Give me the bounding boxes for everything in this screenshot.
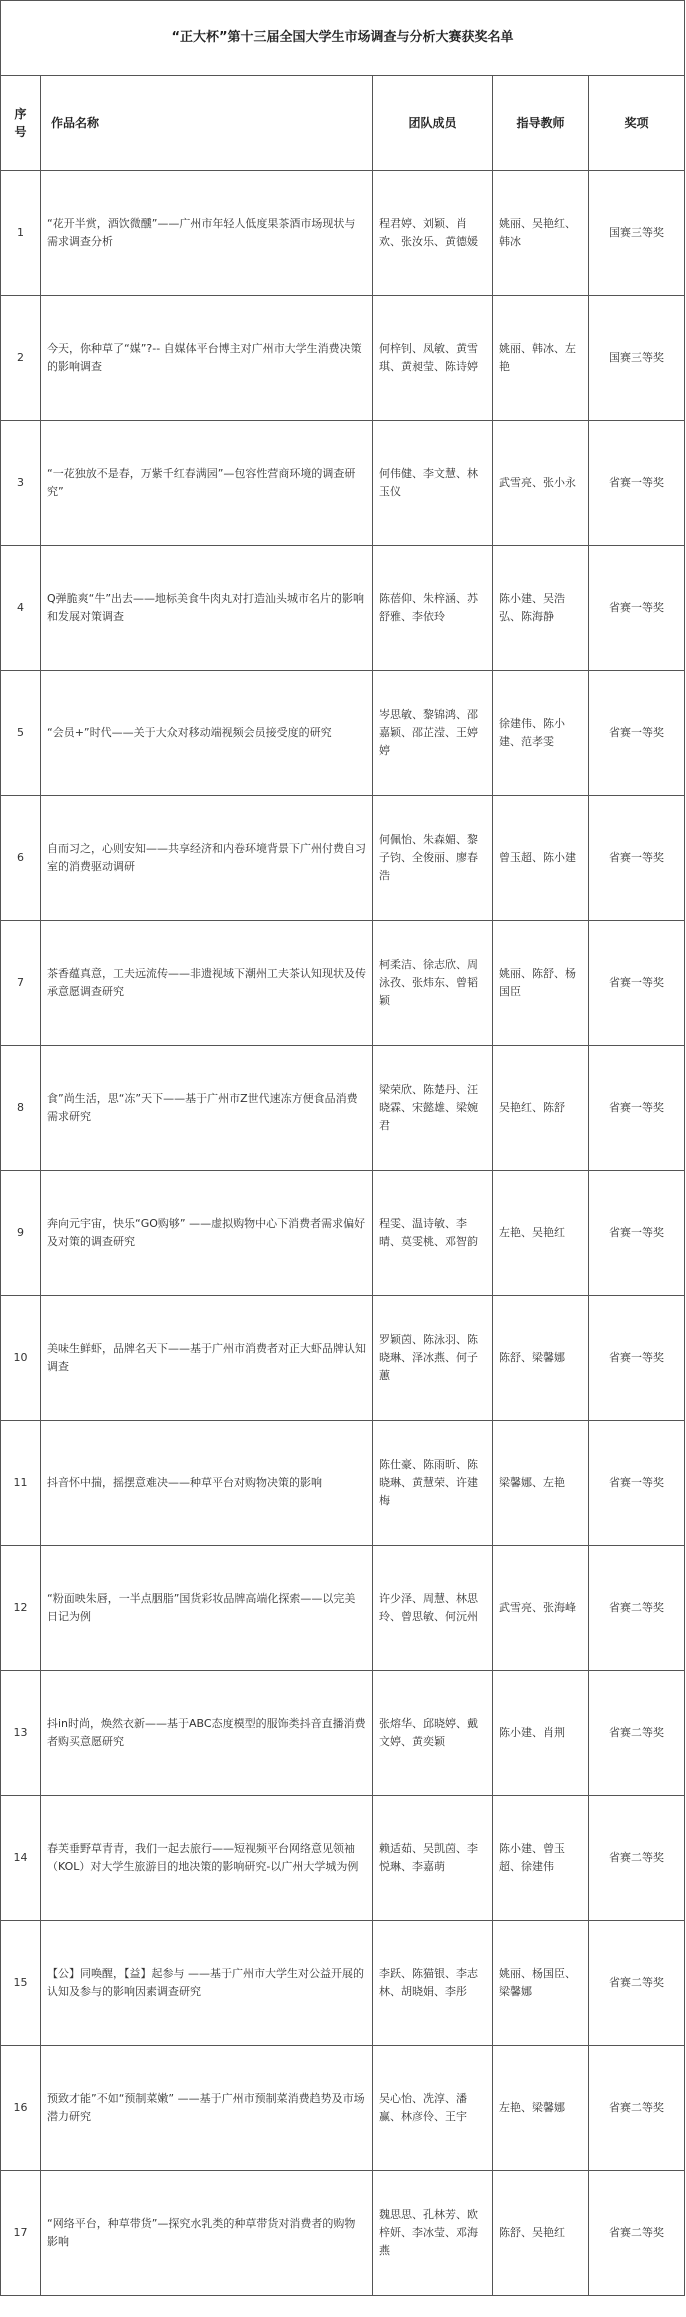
row-teacher: 吴艳红、陈舒 — [493, 1046, 589, 1171]
table-row — [1, 1296, 685, 1421]
row-teacher: 陈小建、吴浩弘、陈海静 — [493, 546, 589, 671]
row-award: 省赛二等奖 — [589, 1921, 685, 2046]
row-work-name: 食”尚生活，思“冻”天下——基于广州市Z世代速冻方便食品消费需求研究 — [41, 1046, 373, 1171]
row-award: 省赛一等奖 — [589, 1171, 685, 1296]
row-work-name: “一花独放不是春，万紫千红春满园”—包容性营商环境的调查研究” — [41, 421, 373, 546]
row-award: 省赛二等奖 — [589, 1546, 685, 1671]
row-no: 6 — [1, 796, 41, 921]
table-row — [1, 171, 685, 296]
table-row — [1, 1046, 685, 1171]
row-teacher: 陈小建、曾玉超、徐建伟 — [493, 1796, 589, 1921]
row-award: 省赛二等奖 — [589, 1796, 685, 1921]
table-row — [1, 296, 685, 421]
row-award: 国赛三等奖 — [589, 296, 685, 421]
row-teacher: 武雪亮、张小永 — [493, 421, 589, 546]
row-award: 省赛二等奖 — [589, 2046, 685, 2171]
row-team: 赖适茹、吴凯茵、李悦琳、李嘉萌 — [373, 1796, 493, 1921]
row-award: 省赛一等奖 — [589, 1421, 685, 1546]
row-teacher: 姚丽、陈舒、杨国臣 — [493, 921, 589, 1046]
header-teacher: 指导教师 — [493, 76, 589, 171]
row-work-name: 【公】同唤醒，【益】起参与 ——基于广州市大学生对公益开展的认知及参与的影响因素调查研究 — [41, 1921, 373, 2046]
row-team: 陈蓓仰、朱梓涵、苏舒雅、李依玲 — [373, 546, 493, 671]
row-no: 13 — [1, 1671, 41, 1796]
row-team: 程君婷、刘颖、肖欢、张汝乐、黄德媛 — [373, 171, 493, 296]
table-title: “正大杯”第十三届全国大学生市场调查与分析大赛获奖名单 — [1, 1, 685, 76]
header-no: 序 号 — [1, 76, 41, 171]
row-team: 岑思敏、黎锦鸿、邵嘉颖、邵芷滢、王婷婷 — [373, 671, 493, 796]
row-award: 省赛一等奖 — [589, 671, 685, 796]
row-award: 省赛二等奖 — [589, 1671, 685, 1796]
row-team: 梁荣欣、陈楚丹、汪晓霖、宋懿雄、梁婉君 — [373, 1046, 493, 1171]
row-no: 3 — [1, 421, 41, 546]
row-no: 5 — [1, 671, 41, 796]
row-work-name: 茶香蕴真意，工夫远流传——非遗视域下潮州工夫茶认知现状及传承意愿调查研究 — [41, 921, 373, 1046]
table-row — [1, 2171, 685, 2296]
row-award: 省赛二等奖 — [589, 2171, 685, 2296]
table-row — [1, 1671, 685, 1796]
row-teacher: 梁馨娜、左艳 — [493, 1421, 589, 1546]
table-row — [1, 2046, 685, 2171]
row-award: 省赛一等奖 — [589, 421, 685, 546]
row-award: 省赛一等奖 — [589, 796, 685, 921]
table-row — [1, 796, 685, 921]
table-row — [1, 1421, 685, 1546]
row-team: 何佩怡、朱森媚、黎子钧、全俊丽、廖春浩 — [373, 796, 493, 921]
row-work-name: 自而习之，心则安知——共享经济和内卷环境背景下广州付费自习室的消费驱动调研 — [41, 796, 373, 921]
row-work-name: “粉面映朱唇，一半点胭脂”国货彩妆品牌高端化探索——以完美日记为例 — [41, 1546, 373, 1671]
row-teacher: 武雪亮、张海峰 — [493, 1546, 589, 1671]
table-row — [1, 671, 685, 796]
row-team: 许少泽、周慧、林思玲、曾思敏、何沅州 — [373, 1546, 493, 1671]
table-body — [1, 171, 685, 2296]
row-team: 吴心怡、冼淳、潘赢、林彦伶、王宇 — [373, 2046, 493, 2171]
row-award: 省赛一等奖 — [589, 1046, 685, 1171]
row-work-name: 奔向元宇宙，快乐“GO购够” ——虚拟购物中心下消费者需求偏好及对策的调查研究 — [41, 1171, 373, 1296]
row-no: 16 — [1, 2046, 41, 2171]
row-team: 何梓钊、凤敏、黄雪琪、黄昶莹、陈诗婷 — [373, 296, 493, 421]
row-team: 张熔华、邱晓婷、戴文婷、黄奕颖 — [373, 1671, 493, 1796]
row-work-name: “花开半赏，酒饮微醺”——广州市年轻人低度果茶酒市场现状与需求调查分析 — [41, 171, 373, 296]
table-row — [1, 1921, 685, 2046]
row-work-name: 今天，你种草了“媒”?-- 自媒体平台博主对广州市大学生消费决策的影响调查 — [41, 296, 373, 421]
table-row — [1, 1171, 685, 1296]
row-team: 李跃、陈猫银、李志林、胡晓娟、李彤 — [373, 1921, 493, 2046]
table-row — [1, 546, 685, 671]
row-team: 何伟健、李文慧、林玉仪 — [373, 421, 493, 546]
row-no: 15 — [1, 1921, 41, 2046]
row-teacher: 曾玉超、陈小建 — [493, 796, 589, 921]
row-award: 省赛一等奖 — [589, 921, 685, 1046]
header-name: 作品名称 — [41, 76, 373, 171]
row-no: 7 — [1, 921, 41, 1046]
row-team: 程雯、温诗敏、李晴、莫雯桃、邓智韵 — [373, 1171, 493, 1296]
row-teacher: 姚丽、吴艳红、韩冰 — [493, 171, 589, 296]
header-award: 奖项 — [589, 76, 685, 171]
row-teacher: 陈舒、梁馨娜 — [493, 1296, 589, 1421]
row-teacher: 陈舒、吴艳红 — [493, 2171, 589, 2296]
row-teacher: 姚丽、杨国臣、梁馨娜 — [493, 1921, 589, 2046]
row-no: 1 — [1, 171, 41, 296]
row-team: 柯柔洁、徐志欣、周泳孜、张炜东、曾韬颖 — [373, 921, 493, 1046]
row-no: 8 — [1, 1046, 41, 1171]
header-team: 团队成员 — [373, 76, 493, 171]
table-row — [1, 1796, 685, 1921]
row-work-name: 抖音怀中揣，摇摆意难决——种草平台对购物决策的影响 — [41, 1421, 373, 1546]
row-teacher: 左艳、梁馨娜 — [493, 2046, 589, 2171]
row-work-name: Q弹脆爽“牛”出去——地标美食牛肉丸对打造汕头城市名片的影响和发展对策调查 — [41, 546, 373, 671]
row-work-name: 美味生鲜虾，品牌名天下——基于广州市消费者对正大虾品牌认知调查 — [41, 1296, 373, 1421]
row-work-name: “网络平台，种草带货”—探究水乳类的种草带货对消费者的购物影响 — [41, 2171, 373, 2296]
table-row — [1, 921, 685, 1046]
row-team: 罗颖茵、陈泳羽、陈晓琳、泽冰燕、何子蕙 — [373, 1296, 493, 1421]
row-teacher: 陈小建、肖荆 — [493, 1671, 589, 1796]
row-award: 国赛三等奖 — [589, 171, 685, 296]
row-teacher: 姚丽、韩冰、左艳 — [493, 296, 589, 421]
row-no: 4 — [1, 546, 41, 671]
row-no: 12 — [1, 1546, 41, 1671]
row-no: 2 — [1, 296, 41, 421]
row-no: 17 — [1, 2171, 41, 2296]
row-award: 省赛一等奖 — [589, 1296, 685, 1421]
table-row — [1, 1546, 685, 1671]
row-no: 10 — [1, 1296, 41, 1421]
row-teacher: 左艳、吴艳红 — [493, 1171, 589, 1296]
row-no: 14 — [1, 1796, 41, 1921]
row-work-name: 抖in时尚，焕然衣新——基于ABC态度模型的服饰类抖音直播消费者购买意愿研究 — [41, 1671, 373, 1796]
table-row — [1, 421, 685, 546]
row-work-name: “会员+”时代——关于大众对移动端视频会员接受度的研究 — [41, 671, 373, 796]
row-team: 魏思思、孔林芳、欧梓妍、李冰莹、邓海燕 — [373, 2171, 493, 2296]
row-work-name: 春芙垂野草青青，我们一起去旅行——短视频平台网络意见领袖（KOL）对大学生旅游目的地决策的影响研究-以广州大学城为例 — [41, 1796, 373, 1921]
row-work-name: 预致才能”不如“预制菜嫩” ——基于广州市预制菜消费趋势及市场潜力研究 — [41, 2046, 373, 2171]
row-award: 省赛一等奖 — [589, 546, 685, 671]
row-team: 陈仕豪、陈雨昕、陈晓琳、黄慧荣、许建梅 — [373, 1421, 493, 1546]
row-teacher: 徐建伟、陈小建、范孝雯 — [493, 671, 589, 796]
row-no: 9 — [1, 1171, 41, 1296]
row-no: 11 — [1, 1421, 41, 1546]
header-row — [1, 76, 685, 171]
